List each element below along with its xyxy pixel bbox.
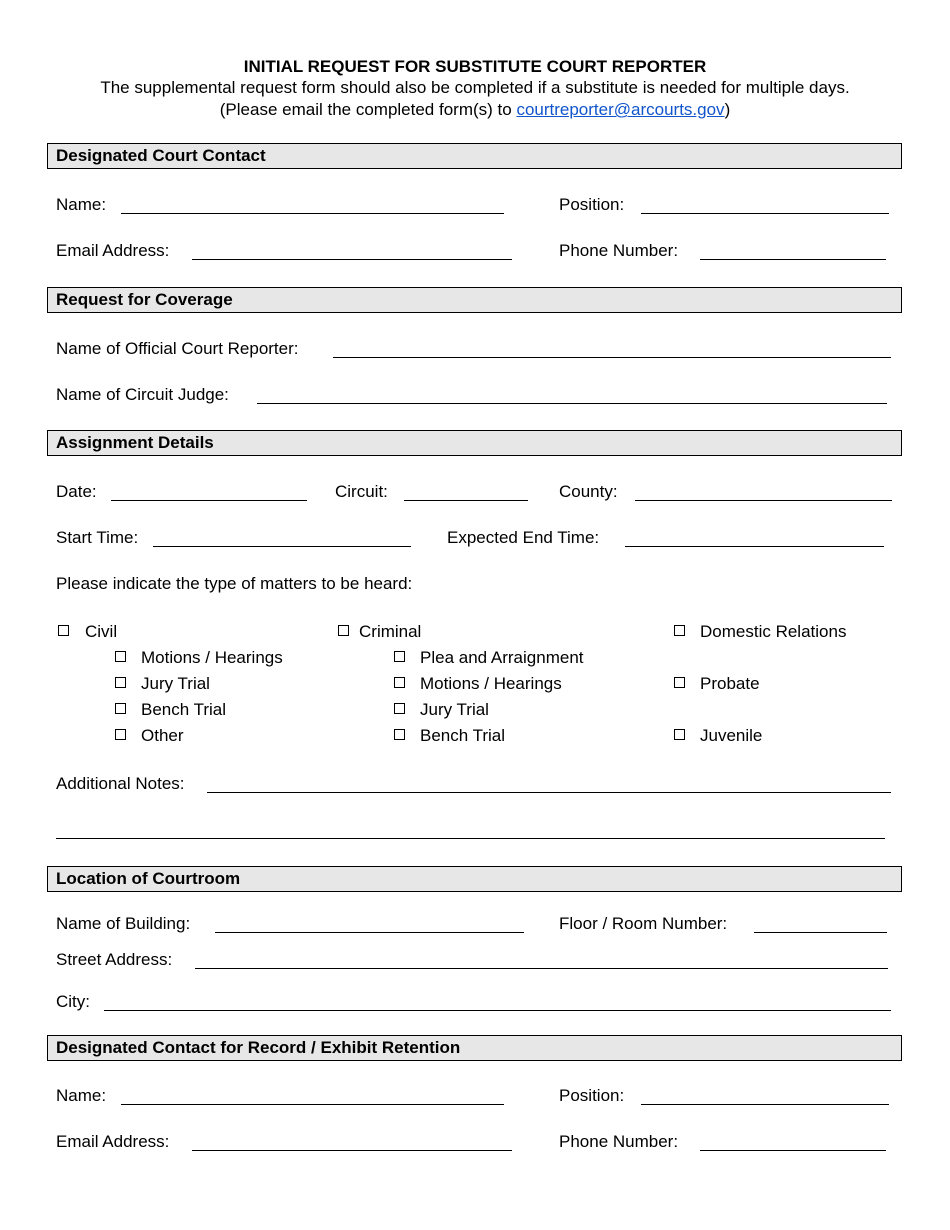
matters-prompt: Please indicate the type of matters to be heard:: [56, 574, 413, 593]
civil-motions-label: Motions / Hearings: [141, 648, 283, 667]
civil-other-checkbox[interactable]: [115, 729, 126, 740]
contact-email-label: Email Address:: [56, 241, 170, 260]
criminal-bench-checkbox[interactable]: [394, 729, 405, 740]
contact-phone-field[interactable]: [700, 259, 886, 260]
contact-name-field[interactable]: [121, 213, 504, 214]
probate-checkbox[interactable]: [674, 677, 685, 688]
circuit-field[interactable]: [404, 500, 528, 501]
criminal-jury-checkbox[interactable]: [394, 703, 405, 714]
county-field[interactable]: [635, 500, 892, 501]
start-time-label: Start Time:: [56, 528, 139, 547]
criminal-plea-checkbox[interactable]: [394, 651, 405, 662]
reporter-name-field[interactable]: [333, 357, 891, 358]
criminal-checkbox[interactable]: [338, 625, 349, 636]
civil-bench-checkbox[interactable]: [115, 703, 126, 714]
criminal-motions-label: Motions / Hearings: [420, 674, 562, 693]
retention-name-label: Name:: [56, 1086, 107, 1105]
civil-other-label: Other: [141, 726, 184, 745]
criminal-label: Criminal: [359, 622, 422, 641]
retention-phone-label: Phone Number:: [559, 1132, 679, 1151]
notes-field[interactable]: [207, 792, 891, 793]
building-label: Name of Building:: [56, 914, 191, 933]
retention-email-label: Email Address:: [56, 1132, 170, 1151]
date-label: Date:: [56, 482, 97, 501]
end-time-label: Expected End Time:: [447, 528, 600, 547]
contact-position-field[interactable]: [641, 213, 889, 214]
judge-name-label: Name of Circuit Judge:: [56, 385, 229, 404]
form-subtitle: The supplemental request form should also be completed if a substitute is needed for multiple days.: [100, 78, 850, 97]
end-time-field[interactable]: [625, 546, 884, 547]
section-retention-contact: [47, 1035, 902, 1061]
retention-position-field[interactable]: [641, 1104, 889, 1105]
notes-field-line-2[interactable]: [56, 838, 885, 839]
civil-jury-label: Jury Trial: [141, 674, 210, 693]
notes-label: Additional Notes:: [56, 774, 185, 793]
section-heading: Request for Coverage: [56, 290, 233, 309]
city-field[interactable]: [104, 1010, 891, 1011]
civil-jury-checkbox[interactable]: [115, 677, 126, 688]
retention-position-label: Position:: [559, 1086, 625, 1105]
date-field[interactable]: [111, 500, 307, 501]
criminal-jury-label: Jury Trial: [420, 700, 489, 719]
section-heading: Designated Contact for Record / Exhibit Retention: [56, 1038, 461, 1057]
domestic-checkbox[interactable]: [674, 625, 685, 636]
building-field[interactable]: [215, 932, 524, 933]
retention-email-field[interactable]: [192, 1150, 512, 1151]
reporter-name-label: Name of Official Court Reporter:: [56, 339, 299, 358]
civil-motions-checkbox[interactable]: [115, 651, 126, 662]
floor-room-field[interactable]: [754, 932, 887, 933]
civil-bench-label: Bench Trial: [141, 700, 227, 719]
criminal-bench-label: Bench Trial: [420, 726, 506, 745]
section-heading: Designated Court Contact: [56, 146, 266, 165]
criminal-plea-label: Plea and Arraignment: [420, 648, 584, 667]
retention-name-field[interactable]: [121, 1104, 504, 1105]
juvenile-label: Juvenile: [700, 726, 763, 745]
street-label: Street Address:: [56, 950, 173, 969]
retention-phone-field[interactable]: [700, 1150, 886, 1151]
section-location-courtroom: [47, 866, 902, 892]
section-court-contact: [47, 143, 902, 169]
city-label: City:: [56, 992, 90, 1011]
street-field[interactable]: [195, 968, 888, 969]
contact-position-label: Position:: [559, 195, 625, 214]
contact-phone-label: Phone Number:: [559, 241, 679, 260]
section-assignment-details: [47, 430, 902, 456]
section-heading: Location of Courtroom: [56, 869, 241, 888]
criminal-motions-checkbox[interactable]: [394, 677, 405, 688]
contact-email-field[interactable]: [192, 259, 512, 260]
juvenile-checkbox[interactable]: [674, 729, 685, 740]
probate-label: Probate: [700, 674, 760, 693]
section-heading: Assignment Details: [56, 433, 214, 452]
county-label: County:: [559, 482, 618, 501]
start-time-field[interactable]: [153, 546, 411, 547]
email-prefix: (Please email the completed form(s) to: [219, 100, 517, 119]
floor-room-label: Floor / Room Number:: [559, 914, 728, 933]
email-instruction: [0, 100, 950, 120]
domestic-label: Domestic Relations: [700, 622, 847, 641]
email-link[interactable]: courtreporter@arcourts.gov: [516, 100, 725, 119]
circuit-label: Circuit:: [335, 482, 388, 501]
form-title: INITIAL REQUEST FOR SUBSTITUTE COURT REPORTER: [243, 57, 707, 76]
section-request-coverage: [47, 287, 902, 313]
email-suffix: ): [724, 100, 731, 119]
civil-checkbox[interactable]: [58, 625, 69, 636]
civil-label: Civil: [85, 622, 118, 641]
contact-name-label: Name:: [56, 195, 107, 214]
judge-name-field[interactable]: [257, 403, 887, 404]
